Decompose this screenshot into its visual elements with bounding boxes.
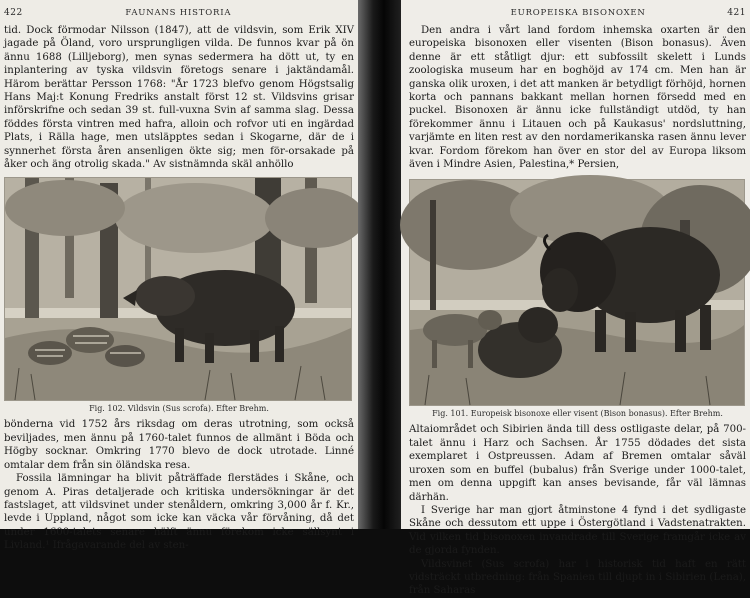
right-paragraph-bottom-3: Vildsvinet (Sus scrofa) har i historisk tid haft en rätt vidsträckt utbredning: från Spanien till djupt in i Sibirien (Lena), från Saharas	[409, 558, 746, 597]
left-page-header	[4, 8, 354, 24]
left-running-head: FAUNANS HISTORIA	[125, 8, 232, 18]
right-bottom-text	[409, 423, 746, 597]
boar-illustration	[4, 177, 352, 401]
left-paragraph-top: tid. Dock förmodar Nilsson (1847), att de vildsvin, som Erik XIV jagade på Öland, voro ursprungligen vilda. De funnos kvar på ön ännu 1688 (Lilljeborg), men synas sedermera ha dött ut, ty en inplantering av tyska vildsvin företogs senare i jaktändamål. Härom berättar Persson 1768: "År 1723 blefvo genom Högstsalig Hans Maj:t Konung Fredriks anstalt först 12 st. Vildsvins grisar införskrifne och sedan 39 st. full-vuxna Svin af samma slag. Dessa föddes första vintren med hafra, alloin och rofvor uti en ingärdad Plats, i Rälla hage, men utsläpptes sedan i Skogarne, där de i synnerhet första åren ansenligen ökte sig; men för-orsakade på åker och äng otrolig skada." Av sistnämnda skäl anhöllo	[4, 25, 354, 171]
left-page	[0, 0, 358, 552]
left-paragraph-bottom-2: Fossila lämningar ha blivit påträffade flerstädes i Skåne, och genom A. Piras detaljerade och kritiska undersökningar är det fastslaget, att vildsvinet under stenåldern, omkring 3,000 år f. Kr., levde i Uppland, något som icke kan väcka vår förvåning, då det under 1600-talets senare hälft ännu förekom icke sällsynt i Livland.¹ Ifrågavarande del av sten-	[4, 473, 354, 552]
left-bottom-text	[4, 418, 354, 552]
right-paragraph-bottom-1: Altaiområdet och Sibirien ända till dess ostligaste delar, på 700-talet ännu i Harz och Sachsen. År 1755 dödades det sista exemplaret i Ostpreussen. Adam af Bremen omtalar såväl uroxen som en buffel (bubalus) från Sverige under 1000-talet, men om denna uppgift kan anses bevisande, får väl lämnas därhän.	[409, 424, 746, 503]
right-top-text	[409, 24, 746, 171]
right-page-header	[409, 8, 746, 24]
left-figure-caption: Fig. 102. Vildsvin (Sus scrofa). Efter Brehm.	[89, 404, 269, 414]
right-paragraph-top: Den andra i vårt land fordom inhemska oxarten är den europeiska bisonoxen eller visenten (Bison bonasus). Även denne är ett ståtligt djur: ett subfossilt skelett i Lunds zoologiska museum har en boghöjd av 174 cm. Men han är ganska olik uroxen, i det att manken är betydligt förhöjd, hornen korta och pannans bakkant mellan hornen försedd med en puckel. Bisonoxen är ännu icke fullständigt utdöd, ty han förekommer ännu i Litauen och på Kaukasus' nordsluttning, varjämte en liten rest av den nordamerikanska rasen ännu lever kvar. Fordom förekom han över en stor del av Europa liksom även i Mindre Asien, Palestina,* Persien,	[409, 25, 746, 171]
right-page	[401, 0, 750, 597]
right-page-number: 421	[727, 8, 746, 18]
left-page-number: 422	[4, 8, 23, 18]
bison-illustration	[409, 179, 745, 406]
left-paragraph-bottom-1: bönderna vid 1752 års riksdag om deras utrotning, som också beviljades, men ännu på 1760-talet funnos de allmänt i Böda och Högby socknar. Omkring 1770 blevo de dock utrotade. Linné omtalar dem från sin öländska resa.	[4, 419, 354, 471]
left-top-text	[4, 24, 354, 171]
right-figure-caption: Fig. 101. Europeisk bisonoxe eller visent (Bison bonasus). Efter Brehm.	[432, 409, 723, 419]
right-paragraph-bottom-2: I Sverige har man gjort åtminstone 4 fynd i det sydligaste Skåne och dessutom ett uppe i Östergötland i Vadstenatrakten. Vid vilken tid bisonoxen invandrade till Sverige framgår icke av de gjorda fynden.	[409, 504, 746, 557]
right-running-head: EUROPEISKA BISONOXEN	[510, 8, 646, 18]
book-gutter	[358, 0, 401, 529]
